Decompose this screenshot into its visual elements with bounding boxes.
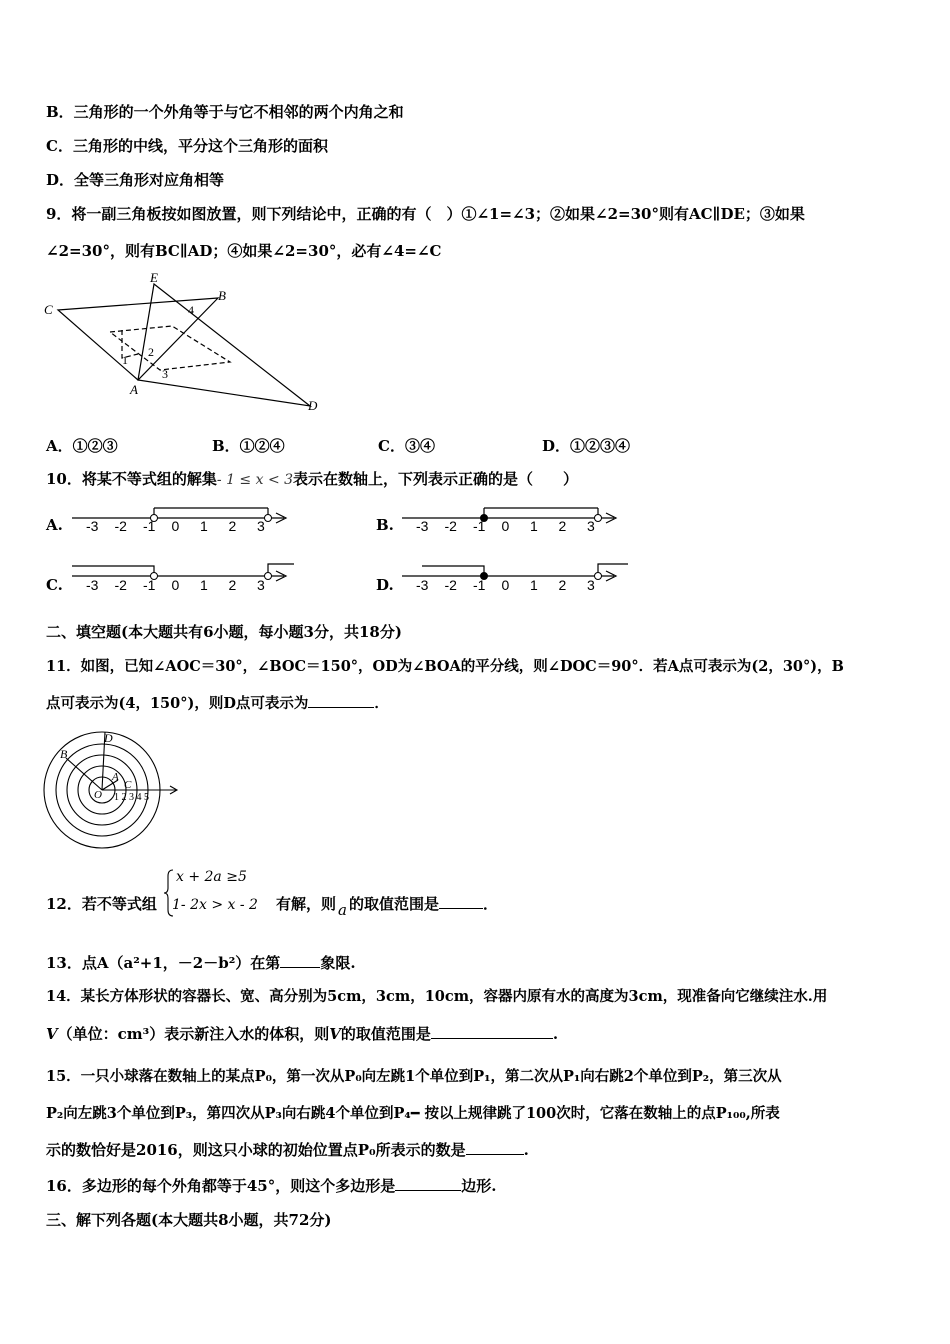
q9-option-c: C．③④ <box>378 437 435 455</box>
q10-prefix: 10．将某不等式组的解集 <box>46 470 217 488</box>
q13-line <box>46 953 356 973</box>
q13-answer-blank[interactable] <box>280 953 320 968</box>
label-a: A <box>130 382 138 397</box>
q12-eq2: 1- 2x > x - 2 <box>172 897 258 913</box>
q14-v2: V <box>329 1025 341 1043</box>
number-line-d <box>402 562 632 602</box>
q16-text: 16．多边形的每个外角都等于45°，则这个多边形是 <box>46 1177 396 1195</box>
q10-option-d-label: D. <box>376 576 394 594</box>
q11-label-b: B <box>60 747 68 761</box>
q14-answer-blank[interactable] <box>431 1024 553 1039</box>
label-d: D <box>308 398 318 413</box>
option-d-text: D．全等三角形对应角相等 <box>46 171 225 189</box>
q11-line1: 11．如图，已知∠AOC＝30°，∠BOC＝150°，OD为∠BOA的平分线，则∠DOC＝90°．若A点可表示为(2，30°)，B <box>46 658 844 675</box>
q9-triangle-figure <box>40 270 330 420</box>
section3-heading: 三、解下列各题(本大题共8小题，共72分) <box>46 1211 332 1229</box>
q12-var-a: a <box>338 901 347 919</box>
q12-end: ． <box>482 895 498 913</box>
tick-label: 1 <box>530 577 538 593</box>
q12-rest <box>276 894 498 919</box>
tick-label: 2 <box>558 577 567 593</box>
angle-4-label: 4 <box>188 303 194 317</box>
tick-label: -1 <box>473 577 486 593</box>
q11-axis-ticks: 1 2 3 4 5 <box>114 792 149 803</box>
tick-label: -1 <box>143 518 156 534</box>
q12-prefix: 12．若不等式组 <box>46 895 157 913</box>
tick-label: 0 <box>501 577 510 593</box>
tick-label: -2 <box>114 577 127 593</box>
q12-mid: 有解，则 <box>276 895 337 913</box>
tick-label: 2 <box>228 518 237 534</box>
tick-label: 2 <box>228 577 237 593</box>
q11-label-d: D <box>104 731 113 745</box>
tick-label: -1 <box>473 518 486 534</box>
q12-suffix: 的取值范围是 <box>348 895 439 913</box>
tick-label: 2 <box>558 518 567 534</box>
q11-answer-blank[interactable] <box>308 693 374 708</box>
tick-label: 0 <box>171 518 180 534</box>
q9-line2: ∠2=30°，则有BC∥AD；④如果∠2=30°，必有∠4=∠C <box>46 242 442 260</box>
q11-line2 <box>46 693 389 714</box>
q15-end: . <box>523 1141 529 1159</box>
q11-line2-end: ． <box>374 695 389 712</box>
tick-label: -2 <box>444 577 457 593</box>
q11-label-o: O <box>94 789 102 801</box>
q14-line2 <box>46 1024 558 1044</box>
q11-label-a: A <box>112 771 119 783</box>
tick-label: -3 <box>86 518 99 534</box>
tick-label: -3 <box>416 518 429 534</box>
q9-option-d: D．①②③④ <box>542 437 631 455</box>
q15-line1: 15．一只小球落在数轴上的某点P₀，第一次从P₀向左跳1个单位到P₁，第二次从P₁向右跳2个单位到P₂，第三次从 <box>46 1068 782 1085</box>
q12-eq1: x + 2a ≥5 <box>176 869 247 885</box>
tick-label: -3 <box>86 577 99 593</box>
q13-text: 13．点A（a²+1，－2－b²）在第 <box>46 954 281 972</box>
q16-end: 边形. <box>461 1177 497 1195</box>
angle-1-label: 1 <box>122 353 128 367</box>
q9-line1: 9．将一副三角板按如图放置，则下列结论中，正确的有（ ）①∠1=∠3；②如果∠2=30°则有AC∥DE；③如果 <box>46 205 805 223</box>
q13-end: 象限. <box>320 954 356 972</box>
q10-option-b-label: B. <box>376 516 394 534</box>
angle-3-label: 3 <box>162 367 168 381</box>
q9-option-b: B．①②④ <box>212 437 285 455</box>
tick-label: 1 <box>200 577 208 593</box>
tick-label: 0 <box>171 577 180 593</box>
q10-stem <box>46 469 578 490</box>
tick-label: -1 <box>143 577 156 593</box>
q14-mid: （单位：cm³）表示新注入水的体积，则 <box>57 1025 330 1043</box>
angle-2-label: 2 <box>148 345 154 359</box>
tick-label: -3 <box>416 577 429 593</box>
option-c-text: C．三角形的中线，平分这个三角形的面积 <box>46 137 328 155</box>
tick-label: 3 <box>587 518 595 534</box>
q16-answer-blank[interactable] <box>395 1176 461 1191</box>
q15-answer-blank[interactable] <box>466 1140 524 1155</box>
tick-label: 1 <box>530 518 538 534</box>
q9-option-a: A．①②③ <box>46 437 118 455</box>
q14-end: . <box>552 1025 559 1043</box>
tick-label: 3 <box>587 577 595 593</box>
q15-line3 <box>46 1140 529 1160</box>
q10-suffix: 表示在数轴上，下列表示正确的是（ ） <box>293 470 579 488</box>
tick-label: 3 <box>257 577 265 593</box>
q11-polar-figure <box>42 728 182 852</box>
tick-label: -2 <box>114 518 127 534</box>
q16-line <box>46 1176 497 1196</box>
label-b: B <box>218 288 226 303</box>
q14-line1: 14．某长方体形状的容器长、宽、高分别为5cm，3cm，10cm，容器内原有水的高度为3cm，现准备向它继续注水.用 <box>46 988 828 1005</box>
q10-option-a-label: A. <box>46 516 63 534</box>
q15-line3-text: 示的数恰好是2016，则这只小球的初始位置点P₀所表示的数是 <box>46 1141 466 1159</box>
tick-label: 1 <box>200 518 208 534</box>
label-e: E <box>150 270 158 285</box>
option-b-text: B．三角形的一个外角等于与它不相邻的两个内角之和 <box>46 103 404 121</box>
q10-option-c-label: C. <box>46 576 63 594</box>
tick-label: -2 <box>444 518 457 534</box>
q10-inequality: - 1 ≤ x < 3 <box>216 472 294 488</box>
q14-post: 的取值范围是 <box>340 1025 431 1043</box>
tick-label: 0 <box>501 518 510 534</box>
q12-answer-blank[interactable] <box>439 894 483 909</box>
q15-line2: P₂向左跳3个单位到P₃，第四次从P₃向右跳4个单位到P₄━ 按以上规律跳了100次时，它落在数轴上的点P₁₀₀,所表 <box>46 1105 780 1122</box>
q11-label-c: C <box>124 779 132 791</box>
tick-label: 3 <box>257 518 265 534</box>
section2-heading: 二、填空题(本大题共有6小题，每小题3分，共18分) <box>46 623 402 641</box>
q14-v: V <box>46 1025 58 1043</box>
label-c: C <box>44 302 53 317</box>
q11-line2-text: 点可表示为(4，150°)，则D点可表示为 <box>46 695 309 712</box>
